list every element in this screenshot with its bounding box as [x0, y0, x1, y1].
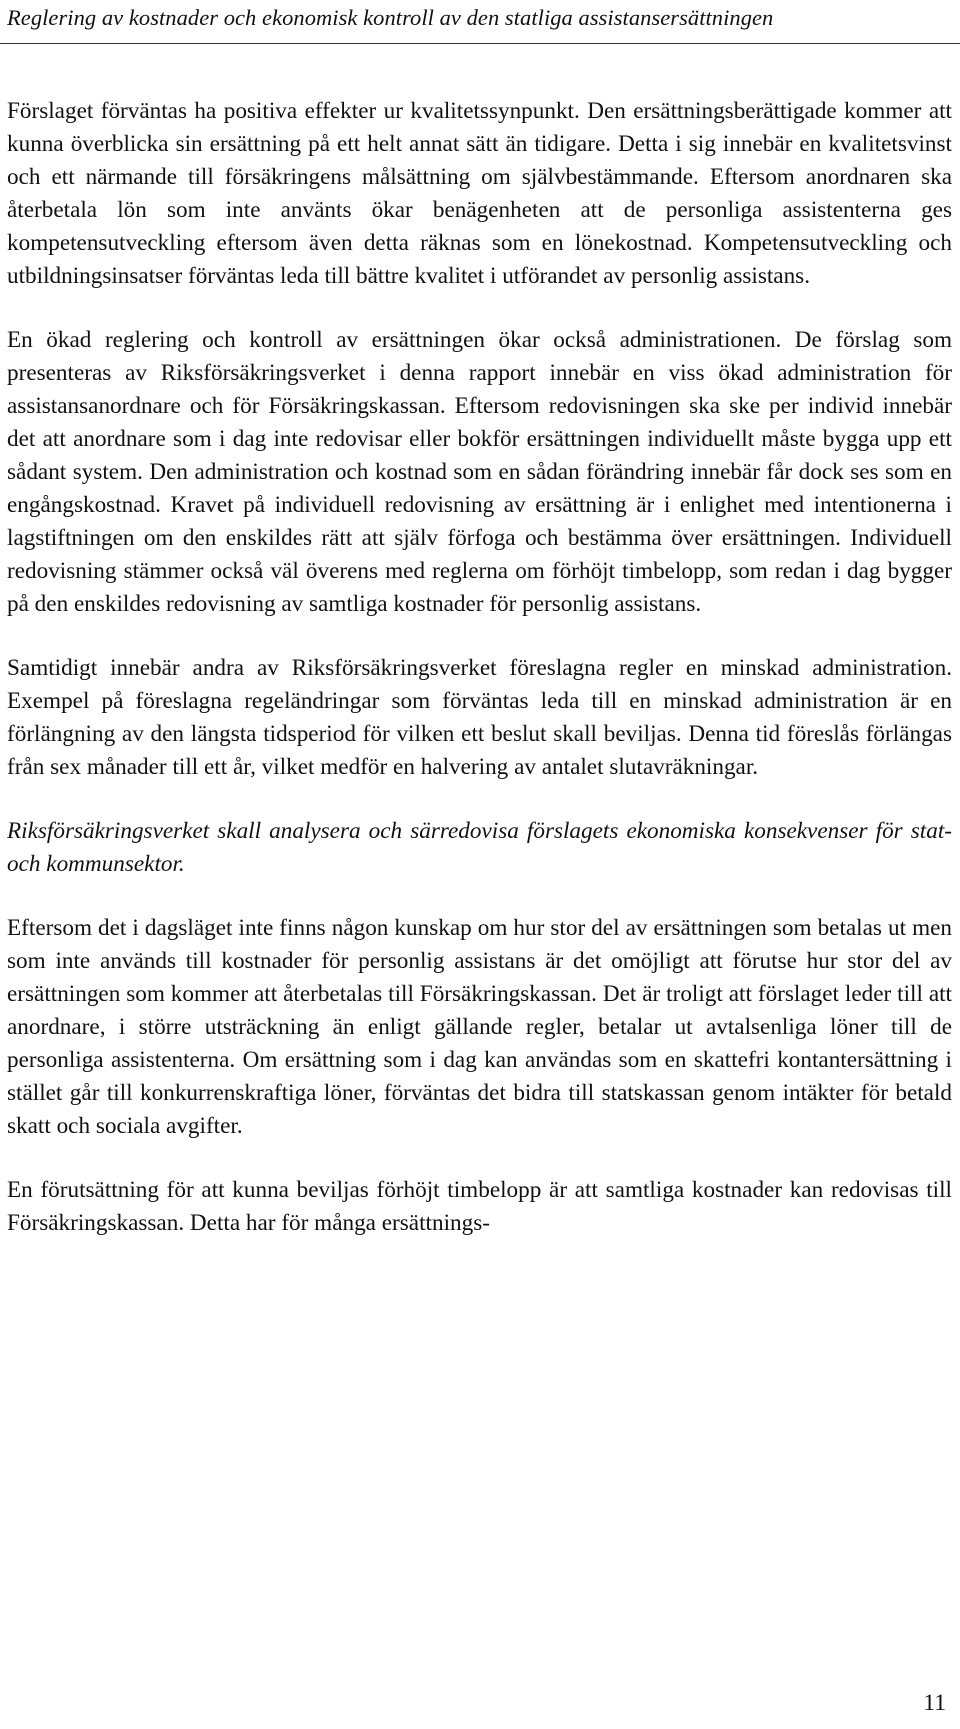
paragraph: Förslaget förväntas ha positiva effekter ur kvalitetssynpunkt. Den ersättningsberättigade kommer att kunna överblicka sin ersättning på ett helt annat sätt än tidigare. Detta i sig innebär en kvalitetsvinst och ett närmande till försäkringens målsättning om självbestämmande. Eftersom anordnaren ska återbetala lön som inte använts ökar benägenheten att de personliga assistenterna ges kompetensutveckling eftersom även detta räknas som en lönekostnad. Kompetensutveckling och utbildningsinsatser förväntas leda till bättre kvalitet i utförandet av personlig assistans. [7, 98, 952, 289]
paragraph: En förutsättning för att kunna beviljas förhöjt timbelopp är att samtliga kostnader kan redovisas till Försäkringskassan. Detta har för många ersättnings- [7, 1177, 952, 1236]
page-number: 11 [923, 1690, 946, 1716]
paragraph: Eftersom det i dagsläget inte finns någon kunskap om hur stor del av ersättningen som betalas ut men som inte används till kostnader för personlig assistans är det omöjligt att förutse hur stor del av ersättningen som kommer att återbetalas till Försäkringskassan. Det är troligt att förslaget leder till att anordnare, i större utsträckning än enligt gällande regler, betalar ut avtalsenliga löner till de personliga assistenterna. Om ersättning som i dag kan användas som en skattefri kontantersättning i stället går till konkurrenskraftiga löner, förväntas det bidra till statskassan genom intäkter för betald skatt och sociala avgifter. [7, 915, 952, 1139]
paragraph: Samtidigt innebär andra av Riksförsäkringsverket föreslagna regler en minskad administration. Exempel på föreslagna regeländringar som förväntas leda till en minskad administration är en förlängning av den längsta tidsperiod för vilken ett beslut skall beviljas. Denna tid föreslås förlängas från sex månader till ett år, vilket medför en halvering av antalet slutavräkningar. [7, 655, 952, 780]
paragraph: En ökad reglering och kontroll av ersättningen ökar också administrationen. De förslag som presenteras av Riksförsäkringsverket i denna rapport innebär en viss ökad administration för assistansanordnare och för Försäkringskassan. Eftersom redovisningen ska ske per individ innebär det att anordnare som i dag inte redovisar eller bokför ersättningen individuellt måste bygga upp ett sådant system. Den administration och kostnad som en sådan förändring innebär får dock ses som en engångskostnad. Kravet på individuell redovisning av ersättning är i enlighet med intentionerna i lagstiftningen om den enskildes rätt att själv förfoga och bestämma över ersättningen. Individuell redovisning stämmer också väl överens med reglerna om förhöjt timbelopp, som redan i dag bygger på den enskildes redovisning av samtliga kostnader för personlig assistans. [7, 327, 952, 617]
running-header-title: Reglering av kostnader och ekonomisk kontroll av den statliga assistansersättningen [7, 5, 774, 30]
running-header [0, 0, 960, 44]
body-text [7, 95, 952, 1271]
italic-question-paragraph: Riksförsäkringsverket skall analysera och särredovisa förslagets ekonomiska konsekvenser för stat- och kommunsektor. [7, 818, 952, 877]
